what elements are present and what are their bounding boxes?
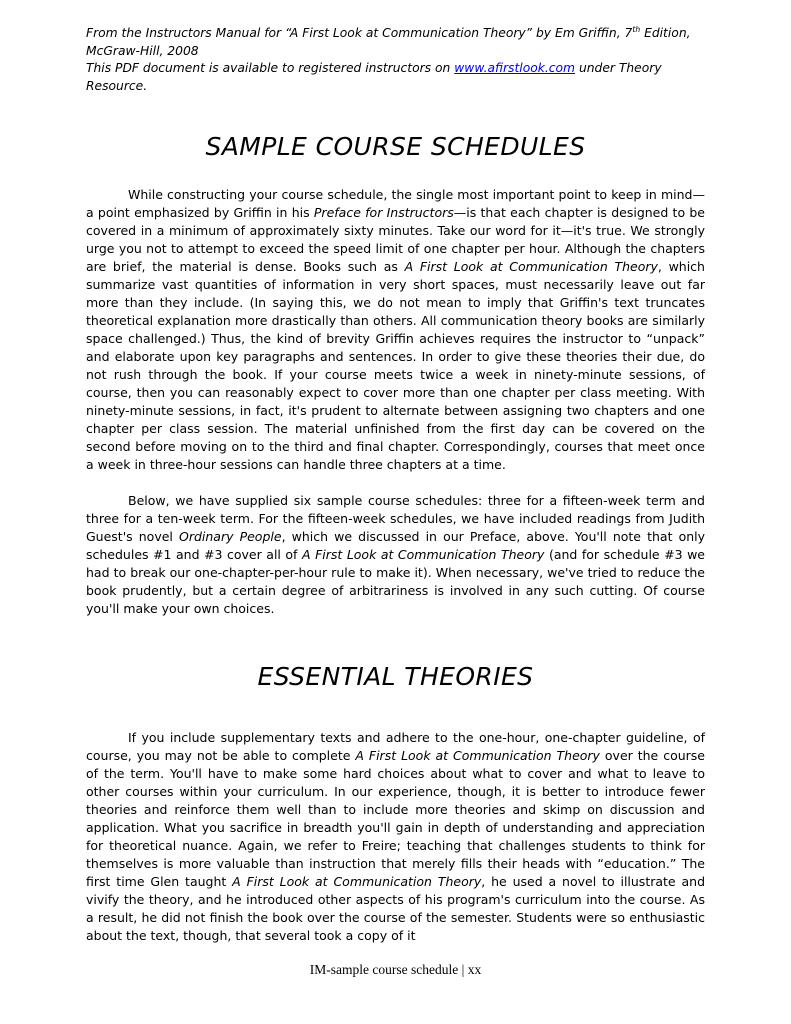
text-run: This PDF document is available to registered instructors on	[86, 61, 455, 75]
text-run: , which summarize vast quantities of information in very short spaces, must necessarily leave out far more than they include. (In saying this, we do not mean to imply that Griffin's text truncates theoretical explanation more drastically than others. All communication theory books are similarly space challenged.) Thus, the kind of brevity Griffin achieves requires the instructor to “unpack” and elaborate upon key paragraphs and sentences. In order to give these theories their due, do not rush through the book. If your course meets twice a week in ninety-minute sessions, of course, then you can reasonably expect to cover more than one chapter per class meeting. With ninety-minute sessions, in fact, it's prudent to alternate between assigning two chapters and one chapter per class session. The material unfinished from the first day can be covered on the second before moving on to the third and final chapter. Correspondingly, courses that meet once a week in three-hour sessions can handle three chapters at a time.	[86, 259, 705, 472]
text-run: From the Instructors Manual for “A First Look at Communication Theory” by Em Griffin, 7	[86, 26, 633, 40]
document-header	[86, 25, 705, 95]
header-line-1	[86, 25, 705, 60]
text-run: Ordinary People	[178, 529, 282, 544]
text-run: If you include supplementary texts and adhere to the one-hour, one-chapter guideline, of course, you may not be able to complete	[86, 730, 705, 763]
text-run: A First Look at Communication Theory	[404, 259, 658, 274]
page-footer: IM-sample course schedule | xx	[309, 962, 482, 977]
paragraph-schedule-guidance	[86, 186, 705, 474]
text-run: Edition, McGraw-Hill, 2008	[86, 26, 691, 58]
text-run: under Theory Resource.	[86, 61, 662, 93]
header-line-2	[86, 60, 705, 95]
paragraph-essential-theories	[86, 729, 705, 945]
text-run: A First Look at Communication Theory	[355, 748, 600, 763]
ordinal-superscript: th	[632, 24, 641, 34]
afirstlook-link[interactable]: www.afirstlook.com	[454, 61, 576, 75]
text-run: A First Look at Communication Theory	[232, 874, 482, 889]
text-run: (and for schedule #3 we had to break our one-chapter-per-hour rule to make it). When necessary, we've tried to reduce the book prudently, but a certain degree of arbitrariness is involved in any such cutting. Of course you'll make your own choices.	[86, 547, 705, 616]
text-run: Preface for Instructors	[313, 205, 454, 220]
paragraph-sample-schedules-overview	[86, 492, 705, 618]
section-title-essential-theories: ESSENTIAL THEORIES	[257, 662, 534, 691]
section-title-sample-course-schedules: SAMPLE COURSE SCHEDULES	[205, 132, 586, 161]
text-run: , which we discussed in our Preface, above. You'll note that only schedules #1 and #3 cover all of	[86, 529, 706, 562]
text-run: over the course of the term. You'll have to make some hard choices about what to cover and what to leave to other courses within your curriculum. In our experience, though, it is better to introduce fewer theories and reinforce them well than to include more theories and skimp on discussion and application. What you sacrifice in breadth you'll gain in depth of understanding and appreciation for theoretical nuance. Again, we refer to Freire; teaching that challenges students to think for themselves is more valuable than instruction that merely fills their heads with “education.” The first time Glen taught	[86, 748, 705, 889]
text-run: —is that each chapter is designed to be covered in a minimum of approximately sixty minutes. Take our word for it—it's true. We strongly urge you not to attempt to exceed the speed limit of one chapter per hour. Although the chapters are brief, the material is dense. Books such as	[86, 205, 705, 274]
text-run: A First Look at Communication Theory	[302, 547, 545, 562]
text-run: , he used a novel to illustrate and vivify the theory, and he introduced other aspects of his program's curriculum into the course. As a result, he did not finish the book over the course of the semester. Students were so enthusiastic about the text, though, that several took a copy of it	[86, 874, 705, 943]
text-run: While constructing your course schedule, the single most important point to keep in mind—a point emphasized by Griffin in his	[86, 187, 705, 220]
text-run: Below, we have supplied six sample course schedules: three for a fifteen-week term and three for a ten-week term. For the fifteen-week schedules, we have included readings from Judith Guest's novel	[86, 493, 705, 544]
